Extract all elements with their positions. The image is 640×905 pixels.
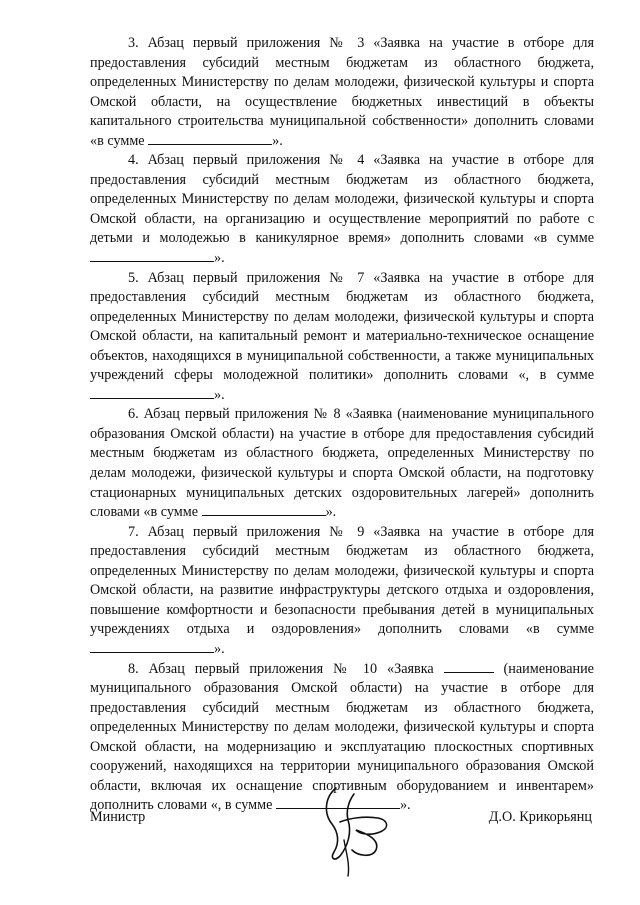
paragraph-text: 4. Абзац первый приложения № 4 «Заявка на участие в отборе для предоставления субсидий местным бюджетам из областного бюджета, определенных Министерству по делам молодежи, физической культуры и спорта Омской области, на организацию и осуществление мероприятий по работе с детьми и молодежью в каникулярное время» дополнить словами «в сумме <box>90 152 594 247</box>
paragraph-text: 8. Абзац первый приложения № 10 «Заявка <box>128 660 444 677</box>
paragraph-text: 5. Абзац первый приложения № 7 «Заявка на участие в отборе для предоставления субсидий местным бюджетам из областного бюджета, определенных Министерству по делам молодежи, физической культуры и спорта Омской области, на капитальный ремонт и материально-техническое оснащение объектов, находящихся в муниципальной собственности, а также муниципальных учреждений сферы молодежной политики» дополнить словами «, в сумме <box>90 269 594 384</box>
paragraph-text: 6. Абзац первый приложения № 8 «Заявка (наименование муниципального образования Омской области) на участие в отборе для предоставления субсидий местным бюджетам из областного бюджета, определенных Министерству по делам молодежи, физической культуры и спорта Омской области, на подготовку стационарных муниципальных детских оздоровительных лагерей» дополнить словами «в сумме <box>90 406 594 521</box>
blank-amount-field <box>90 249 214 262</box>
paragraph-item-5 <box>90 269 594 406</box>
paragraph-text-continued: (наименование муниципального образования Омской области) на участие в отборе для предоставления субсидий местным бюджетам из областного бюджета, определенных Министерству по делам молодежи, физической культуры и спорта Омской области, на модернизацию и эксплуатацию плоскостных спортивных сооружений, находящихся на территории муниципального образования Омской области, включая их оснащение спортивным оборудованием и инвентарем» дополнить словами «, в сумме <box>90 660 594 814</box>
blank-amount-field <box>202 503 326 516</box>
paragraph-item-7 <box>90 523 594 660</box>
paragraph-item-4 <box>90 151 594 268</box>
blank-amount-field <box>90 386 214 399</box>
signatory-position: Министр <box>90 809 146 825</box>
document-body <box>90 34 594 816</box>
blank-amount-field <box>148 132 272 145</box>
paragraph-item-3 <box>90 34 594 151</box>
paragraph-closing: ». <box>214 386 225 403</box>
blank-amount-field <box>90 640 214 653</box>
handwritten-signature <box>318 780 398 880</box>
blank-name-field <box>444 660 494 673</box>
signatory-name: Д.О. Крикорьянц <box>488 809 592 825</box>
paragraph-text: 7. Абзац первый приложения № 9 «Заявка на участие в отборе для предоставления субсидий местным бюджетам из областного бюджета, определенных Министерству по делам молодежи, физической культуры и спорта Омской области, на развитие инфраструктуры детского отдыха и оздоровления, повышение комфортности и безопасности пребывания детей в муниципальных учреждениях отдыха и оздоровления» дополнить словами «в сумме <box>90 523 594 638</box>
paragraph-closing: ». <box>399 797 411 814</box>
paragraph-item-6 <box>90 405 594 522</box>
paragraph-text: 3. Абзац первый приложения № 3 «Заявка на участие в отборе для предоставления субсидий местным бюджетам из областного бюджета, определенных Министерству по делам молодежи, физической культуры и спорта Омской области, на осуществление бюджетных инвестиций в объекты капитального строительства муниципальной собственности» дополнить словами «в сумме <box>90 35 594 149</box>
paragraph-closing: ». <box>214 250 225 267</box>
paragraph-closing: ». <box>214 640 225 657</box>
paragraph-closing: ». <box>325 504 337 521</box>
paragraph-closing: ». <box>272 132 283 149</box>
